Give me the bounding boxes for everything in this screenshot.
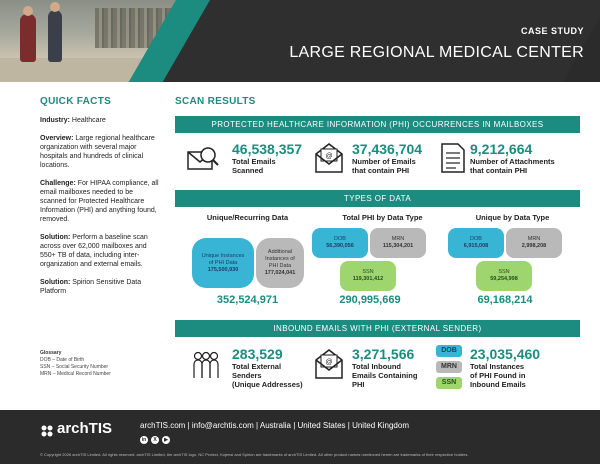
ssn-tag: SSN — [436, 377, 462, 389]
case-study-kicker: CASE STUDY — [520, 26, 584, 36]
stat-attachments-label: Number of Attachments that contain PHI — [470, 157, 555, 175]
glossary-item: SSN – Social Security Number — [40, 364, 109, 370]
mrn-unique-bubble: MRN 2,998,208 — [506, 228, 562, 258]
social-links — [140, 436, 170, 444]
stat-emails-phi-value: 37,436,704 — [352, 141, 423, 157]
archtis-logo-icon — [40, 424, 54, 438]
x-icon[interactable]: X — [151, 436, 159, 444]
svg-text:@: @ — [325, 153, 333, 160]
footer — [0, 410, 600, 464]
external-senders-label: Total External Senders (Unique Addresses) — [232, 362, 303, 389]
mrn-total-bubble: MRN 115,304,201 — [370, 228, 426, 258]
fact-overview: Overview: Large regional healthcare organization with several major hospitals and hundreds of clinical locations. — [40, 135, 155, 169]
fact-industry: Industry: Healthcare — [40, 117, 106, 124]
inbound-emails-value: 3,271,566 — [352, 346, 415, 362]
phi-instances-inbound-value: 23,035,460 — [470, 346, 541, 362]
phi-instances-inbound-label: Total Instances of PHI Found in Inbound Emails — [470, 362, 526, 389]
unique-by-type-heading: Unique by Data Type — [475, 213, 550, 222]
glossary-item: MRN – Medical Record Number — [40, 371, 111, 377]
band-inbound-emails: INBOUND EMAILS WITH PHI (EXTERNAL SENDER) — [175, 320, 580, 337]
header-banner — [0, 0, 600, 82]
total-phi-type-total: 290,995,669 — [339, 294, 401, 306]
inbound-emails-label: Total Inbound Emails Containing PHI — [352, 362, 418, 389]
quick-facts — [40, 96, 160, 296]
archtis-logo: archTIS — [57, 420, 113, 437]
svg-text:@: @ — [325, 359, 333, 366]
linkedin-icon[interactable]: in — [141, 437, 147, 443]
stat-emails-phi-label: Number of Emails that contain PHI — [352, 157, 416, 175]
glossary-title: Glossary — [40, 350, 62, 356]
total-phi-type-heading: Total PHI by Data Type — [342, 213, 423, 222]
glossary-item: DOB – Date of Birth — [40, 357, 85, 363]
dob-total-bubble: DOB 56,390,056 — [312, 228, 368, 258]
fact-challenge: Challenge: For HIPAA compliance, all email mailboxes needed to be scanned for Protected Healthcare Information (PHI) and anything found, removed. — [40, 180, 159, 223]
glossary — [40, 350, 111, 378]
dob-unique-bubble: DOB 6,915,008 — [448, 228, 504, 258]
envelope-open-icon — [314, 348, 344, 380]
dob-tag: DOB — [436, 345, 462, 357]
copyright: © Copyright 2026 archTIS Limited. All rights reserved. archTIS Limited, the archTIS logo, NC Protect, Kojensi and Spirion are trademarks of archTIS Limited. All other product names mentioned herein are trademarks of their respective holders. — [40, 452, 469, 457]
dark-accent-shape — [163, 0, 600, 82]
additional-instances-bubble: Additional Instances of PHI Data 177,024,041 — [256, 238, 304, 288]
unique-recurring-heading: Unique/Recurring Data — [206, 213, 289, 222]
scan-results-heading: SCAN RESULTS — [175, 96, 256, 107]
envelope-search-icon — [186, 142, 220, 176]
envelope-open-icon — [314, 142, 344, 174]
band-types-of-data: TYPES OF DATA — [175, 190, 580, 207]
page-title: LARGE REGIONAL MEDICAL CENTER — [289, 44, 584, 61]
stat-total-emails-value: 46,538,357 — [232, 141, 303, 157]
external-senders-value: 283,529 — [232, 346, 283, 362]
stat-total-emails-label: Total Emails Scanned — [232, 157, 276, 175]
band-phi-occurrences: PROTECTED HEALTHCARE INFORMATION (PHI) OCCURRENCES IN MAILBOXES — [175, 116, 580, 133]
fact-solution: Solution: Perform a baseline scan across over 62,000 mailboxes and 550+ TB of data, including inter-organization and external emails. — [40, 234, 148, 268]
unique-recurring-total: 352,524,971 — [216, 294, 279, 306]
ssn-total-bubble: SSN 119,301,412 — [340, 261, 396, 291]
mrn-tag: MRN — [436, 361, 462, 373]
unique-instances-bubble: Unique Instances of PHI Data 175,500,930 — [192, 238, 254, 288]
ssn-unique-bubble: SSN 59,254,998 — [476, 261, 532, 291]
document-icon — [440, 142, 466, 174]
youtube-icon[interactable]: ▶ — [162, 436, 170, 444]
unique-by-type-total: 69,168,214 — [477, 294, 533, 306]
quick-facts-heading: QUICK FACTS — [40, 96, 112, 107]
stat-attachments-value: 9,212,664 — [470, 141, 533, 157]
contact-links[interactable]: archTIS.com | info@archtis.com | Australia | United States | United Kingdom — [140, 421, 409, 430]
people-icon — [190, 350, 222, 380]
fact-solution-platform: Solution: Spirion Sensitive Data Platform — [40, 279, 142, 295]
